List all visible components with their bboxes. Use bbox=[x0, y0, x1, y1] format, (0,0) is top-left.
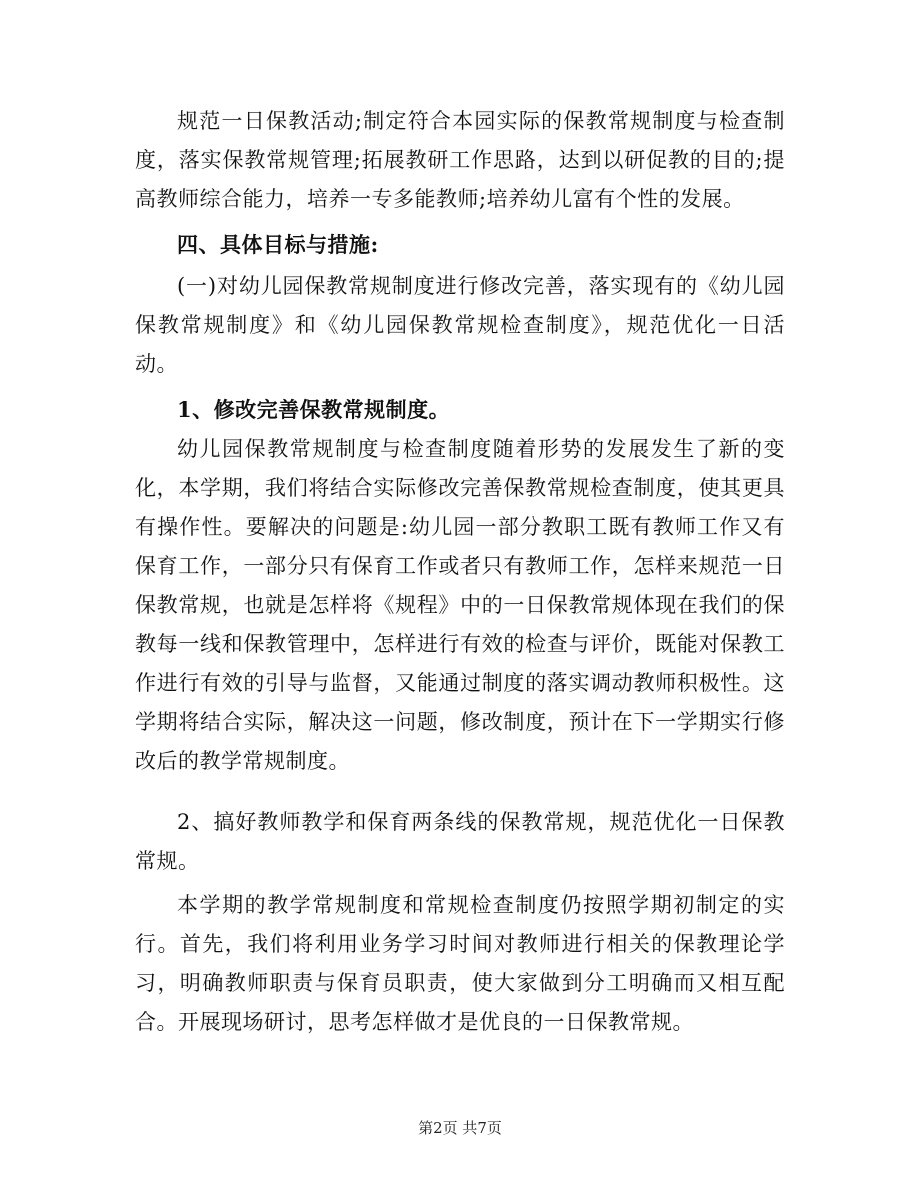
paragraph-item-two: 2、搞好教师教学和保育两条线的保教常规，规范优化一日保教常规。 bbox=[135, 810, 785, 873]
section-heading-goals: 四、具体目标与措施: bbox=[177, 232, 379, 257]
paragraph-revise-details: 幼儿园保教常规制度与检查制度随着形势的发展发生了新的变化，本学期，我们将结合实际修改完善保教常规检查制度，使其更具有操作性。要解决的问题是:幼儿园一部分教职工既有教师工作又有保育工作，一部分只有保育工作或者只有教师工作，怎样来规范一日保教常规，也就是怎样将《规程》中的一日保教常规体现在我们的保教每一线和保教管理中，怎样进行有效的检查与评价，既能对保教工作进行有效的引导与监督，又能通过制度的落实调动教师积极性。这学期将结合实际，解决这一问题，修改制度，预计在下一学期实行修改后的教学常规制度。 bbox=[135, 437, 785, 773]
subheading-revise-system: 1、修改完善保教常规制度。 bbox=[177, 397, 451, 422]
paragraph-intro: 规范一日保教活动;制定符合本园实际的保教常规制度与检查制度，落实保教常规管理;拓展教研工作思路，达到以研促教的目的;提高教师综合能力，培养一专多能教师;培养幼儿富有个性的发展。 bbox=[135, 109, 785, 211]
paragraph-semester-plan: 本学期的教学常规制度和常规检查制度仍按照学期初制定的实行。首先，我们将利用业务学习时间对教师进行相关的保教理论学习，明确教师职责与保育员职责，使大家做到分工明确而又相互配合。开展现场研讨，思考怎样做才是优良的一日保教常规。 bbox=[135, 893, 785, 1034]
paragraph-goal-one: (一)对幼儿园保教常规制度进行修改完善，落实现有的《幼儿园保教常规制度》和《幼儿园保教常规检查制度》，规范优化一日活动。 bbox=[135, 274, 785, 376]
page-number-footer: 第2页 共7页 bbox=[418, 1119, 502, 1137]
